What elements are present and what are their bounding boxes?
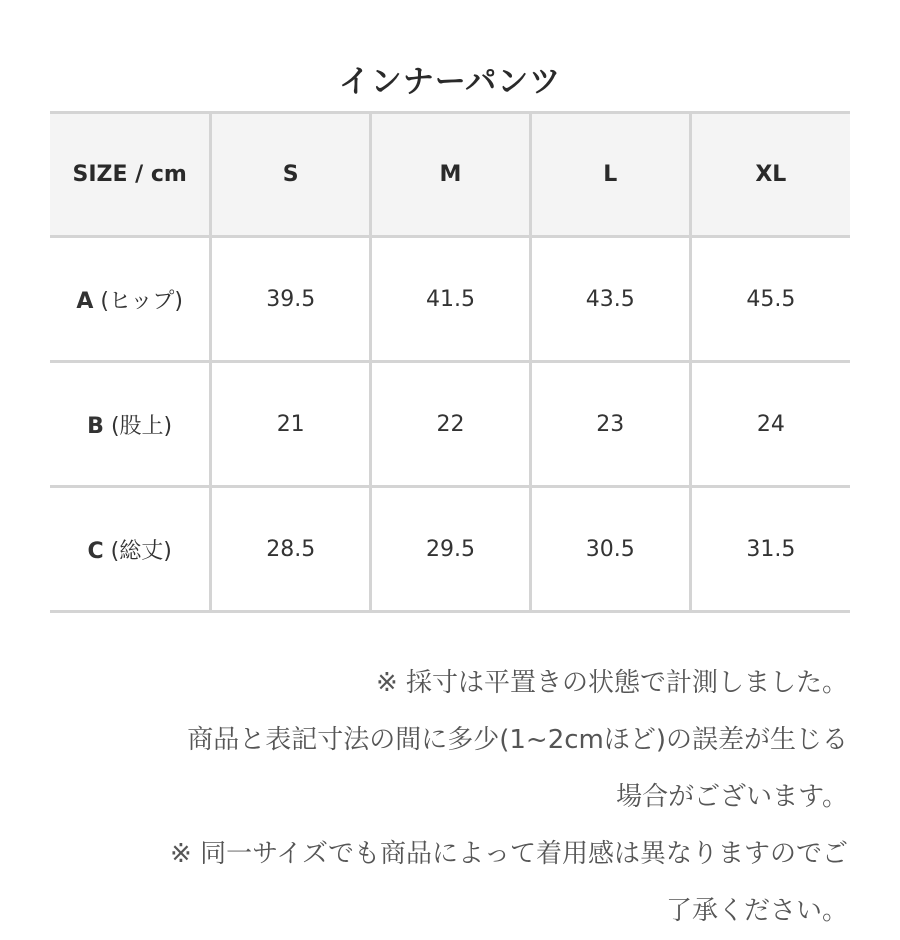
- table-cell: 39.5: [211, 237, 371, 362]
- table-cell: 30.5: [530, 487, 690, 612]
- row-label: [50, 362, 211, 487]
- table-header-row: [50, 113, 850, 237]
- row-label-text: (股上): [110, 413, 173, 439]
- header-size-s: S: [211, 113, 371, 237]
- table-row: [50, 487, 850, 612]
- row-code: B: [87, 413, 104, 439]
- measurement-notes: [40, 655, 848, 940]
- header-size-l: L: [530, 113, 690, 237]
- header-size-unit: SIZE / cm: [50, 113, 211, 237]
- row-label-text: (総丈): [110, 538, 172, 564]
- note-line: 商品と表記寸法の間に多少(1~2cmほど)の誤差が生じる: [187, 725, 848, 755]
- header-size-m: M: [371, 113, 531, 237]
- note-line: ※ 同一サイズでも商品によって着用感は異なりますのでご: [170, 839, 848, 869]
- row-code: A: [76, 288, 94, 314]
- table-cell: 24: [690, 362, 850, 487]
- table-cell: 41.5: [371, 237, 531, 362]
- table-cell: 28.5: [211, 487, 371, 612]
- note-line: 了承ください。: [665, 896, 848, 926]
- table-cell: 21: [211, 362, 371, 487]
- note-line: 場合がございます。: [616, 782, 848, 812]
- row-label: [50, 487, 211, 612]
- table-cell: 45.5: [690, 237, 850, 362]
- page-title: インナーパンツ: [338, 64, 562, 100]
- header-size-xl: XL: [690, 113, 850, 237]
- row-code: C: [87, 538, 104, 564]
- row-label: [50, 237, 211, 362]
- note-line: ※ 採寸は平置きの状態で計測しました。: [375, 668, 848, 698]
- size-table: [50, 111, 850, 613]
- row-label-text: (ヒップ): [100, 288, 183, 314]
- table-cell: 22: [371, 362, 531, 487]
- table-cell: 23: [530, 362, 690, 487]
- table-cell: 31.5: [690, 487, 850, 612]
- table-cell: 29.5: [371, 487, 531, 612]
- table-cell: 43.5: [530, 237, 690, 362]
- table-row: [50, 237, 850, 362]
- table-row: [50, 362, 850, 487]
